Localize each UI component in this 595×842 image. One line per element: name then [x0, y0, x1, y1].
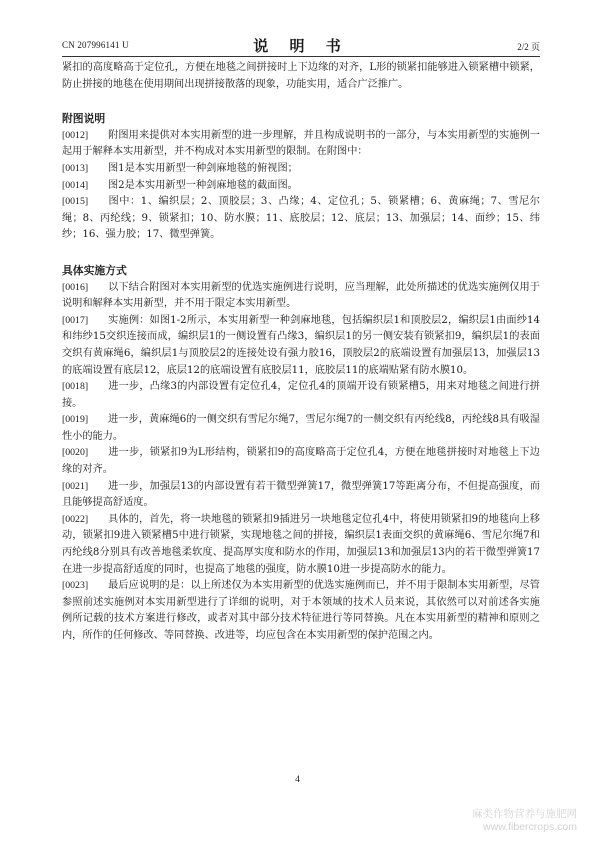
- paragraph-text: 进一步，凸缘3的内部设置有定位孔4，定位孔4的顶端开设有锁紧槽5，用来对地毯之间进行拼接。: [62, 381, 540, 409]
- paragraph-0017: [62, 313, 540, 379]
- paragraph-number: [0017]: [62, 314, 89, 326]
- paragraph-text: 附图用来提供对本实用新型的进一步理解，并且构成说明书的一部分，与本实用新型的实施例一起用于解释本实用新型，并不构成对本实用新型的限制。在附图中：: [62, 129, 540, 158]
- document-body: [62, 60, 540, 645]
- paragraph-number: [0016]: [62, 281, 89, 293]
- paragraph-text: 以下结合附图对本实用新型的优选实施例进行说明，应当理解，此处所描述的优选实施例仅用于说明和解释本实用新型，并不用于限定本实用新型。: [62, 281, 540, 310]
- paragraph-text: 图2是本实用新型一种剑麻地毯的截面图。: [108, 179, 298, 191]
- paragraph-number: [0023]: [62, 580, 89, 592]
- paragraph-0016: [62, 280, 540, 313]
- paragraph-number: [0020]: [62, 447, 89, 459]
- paragraph-0013: [62, 161, 540, 178]
- paragraph-number: [0022]: [62, 513, 89, 525]
- paragraph-text: 图1是本实用新型一种剑麻地毯的俯视图；: [108, 162, 298, 174]
- paragraph-number: [0013]: [62, 162, 89, 174]
- document-title: 说 明 书: [253, 37, 349, 55]
- watermark-site-name: 麻类作物营养与施肥网: [472, 808, 577, 820]
- page-number: 4: [295, 775, 300, 785]
- watermark-url: www.fibercrops.com: [483, 820, 577, 833]
- patent-number: CN 207996141 U: [62, 40, 129, 50]
- paragraph-text: 进一步，锁紧扣9为L形结构，锁紧扣9的高度略高于定位孔4，方便在地毯拼接时对地毯上下边缘的对齐。: [62, 447, 540, 476]
- paragraph-0018: [62, 379, 540, 412]
- page-info: 2/2 页: [517, 42, 540, 52]
- paragraph-text: 实施例：如图1-2所示，本实用新型一种剑麻地毯，包括编织层1和顶胶层2，编织层1由面纱14和纬纱15交织连接而成，编织层1的一侧设置有凸缘3，编织层1的另一侧安装有锁紧扣9，编织层1的表面交织有黄麻绳6，编织层1与顶胶层2的连接处设有强力胶16，顶胶层2的底端设置有加强层13，加强层13的底端设置有底层12，底层12的底端设置有底胶层11，底胶层11的底端贴紧有防水膜10。: [62, 314, 540, 376]
- paragraph-text: 进一步，黄麻绳6的一侧交织有雪尼尔绳7，雪尼尔绳7的一侧交织有丙纶线8，丙纶线8具有吸湿性小的能力。: [62, 414, 540, 442]
- site-watermark: [472, 808, 577, 833]
- section-title-embodiments: 具体实施方式: [62, 263, 127, 277]
- paragraph-text: 最后应说明的是：以上所述仅为本实用新型的优选实施例而已，并不用于限制本实用新型，尽管参照前述实施例对本实用新型进行了详细的说明，对于本领域的技术人员来说，其依然可以对前述各实施例所记载的技术方案进行修改，或者对其中部分技术特征进行等同替换。凡在本实用新型的精神和原则之内，所作的任何修改、等同替换、改进等，均应包含在本实用新型的保护范围之内。: [62, 580, 540, 641]
- paragraph-0022: [62, 512, 540, 578]
- paragraph-number: [0014]: [62, 179, 89, 191]
- paragraph-0020: [62, 445, 540, 478]
- paragraph-0023: [62, 578, 540, 644]
- paragraph-text: 图中：1、编织层；2、顶胶层；3、凸缘；4、定位孔；5、锁紧槽；6、黄麻绳；7、雪尼尔绳；8、丙纶线；9、锁紧扣；10、防水膜；11、底胶层；12、底层；13、加强层；14、面纱；15、纬纱；16、强力胶；17、微型弹簧。: [62, 196, 540, 241]
- paragraph-0012: [62, 128, 540, 161]
- paragraph-0014: [62, 178, 540, 195]
- paragraph-number: [0012]: [62, 129, 89, 141]
- section-title-drawings: 附图说明: [62, 112, 106, 126]
- intro-paragraph: 紧扣的高度略高于定位孔，方便在地毯之间拼接时上下边缘的对齐，L形的锁紧扣能够进入锁紧槽中锁紧，防止拼接的地毯在使用期间出现拼接散落的现象，功能实用，适合广泛推广。: [62, 62, 540, 90]
- paragraph-number: [0021]: [62, 480, 89, 492]
- paragraph-0019: [62, 412, 540, 445]
- paragraph-number: [0015]: [62, 196, 89, 208]
- paragraph-0015: [62, 194, 540, 244]
- paragraph-0021: [62, 479, 540, 512]
- paragraph-number: [0018]: [62, 381, 89, 393]
- paragraph-number: [0019]: [62, 414, 89, 426]
- paragraph-text: 具体的，首先，将一块地毯的锁紧扣9插进另一块地毯定位孔4中，将使用锁紧扣9的地毯向上移动，锁紧扣9进入锁紧槽5中进行锁紧，实现地毯之间的拼接，编织层1表面交织的黄麻绳6、雪尼尔绳7和丙纶线8分别具有改善地毯柔软度、提高厚实度和防水的作用，加强层13和加强层13内的若干微型弹簧17在进一步提高舒适度的同时，也提高了地毯的强度，防水膜10进一步提高防水的能力。: [62, 513, 540, 575]
- header-rule: [62, 56, 540, 57]
- paragraph-text: 进一步，加强层13的内部设置有若干微型弹簧17，微型弹簧17等距离分布，不但提高强度，而且能够提高舒适度。: [62, 480, 540, 509]
- page-header: [62, 36, 540, 56]
